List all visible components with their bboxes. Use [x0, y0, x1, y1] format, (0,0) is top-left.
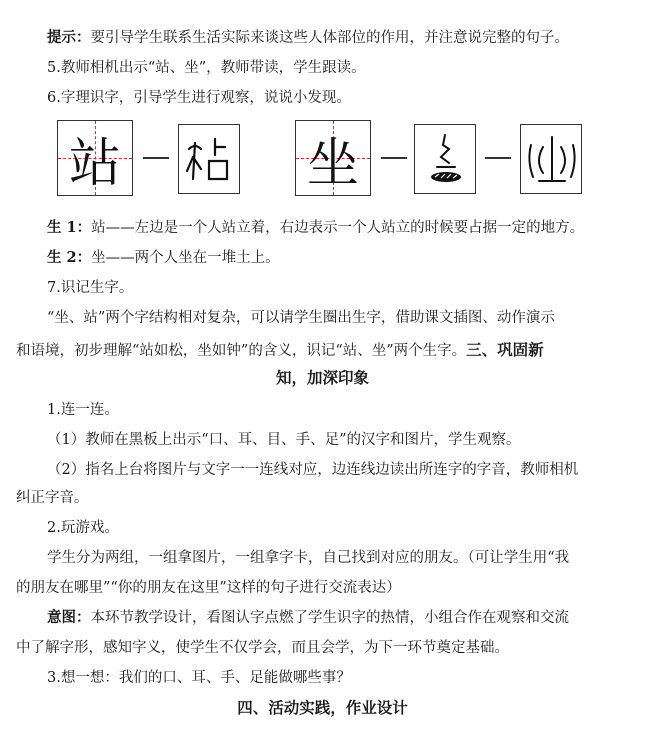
activity-2-line-2: 的朋友在哪里”“你的朋友在这里”这样的句子进行交流表达） [16, 580, 401, 596]
activity-1-title: 1.连一连。 [47, 402, 119, 418]
student-2-line [47, 248, 280, 268]
tip-label: 提示： [47, 29, 91, 46]
activity-2-line-1: 学生分为两组，一组拿图片，一组拿字卡，自己找到对应的朋友。（可让学生用“我 [47, 550, 570, 566]
paragraph-line-2 [16, 340, 544, 361]
step-7: 7.识记生字。 [47, 280, 134, 296]
zhan-character: 站 [68, 133, 121, 194]
student-1-label: 生 1： [47, 219, 92, 236]
zuo-seal-glyph [520, 124, 582, 194]
zhan-grid-box [57, 120, 133, 196]
zuo-seal-icon [521, 125, 582, 194]
activity-1-step-2-line-2: 纠正字音。 [16, 490, 89, 506]
evolution-dash [143, 157, 169, 159]
intent-text-1: 本环节教学设计，看图认字点燃了学生识字的热情，小组合作在观察和交流 [90, 610, 569, 626]
section-3-heading-end: 知，加深印象 [275, 368, 369, 387]
paragraph-line-1: “坐、站”两个字结构相对复杂，可以请学生圈出生字，借助课文插图、动作演示 [47, 310, 555, 326]
activity-1-step-2-line-1: （2）指名上台将图片与文字一一连线对应，边连线边读出所连字的字音，教师相机 [47, 462, 579, 478]
activity-1-step-1: （1）教师在黑板上出示“口、耳、目、手、足”的汉字和图片，学生观察。 [47, 432, 521, 448]
intent-line-2: 中了解字形，感知字义，使学生不仅学会，而且会学，为下一环节奠定基础。 [16, 640, 509, 656]
intent-line-1 [47, 608, 569, 628]
tip-line [47, 28, 569, 48]
student-1-line [47, 218, 584, 238]
step-6: 6.字理识字，引导学生进行观察，说说小发现。 [47, 90, 351, 106]
student-2-text: 坐——两个人坐在一堆土上。 [91, 250, 280, 266]
student-2-label: 生 2： [47, 249, 92, 266]
activity-3-title: 3.想一想：我们的口、耳、手、足能做哪些事？ [47, 670, 351, 686]
activity-2-title: 2.玩游戏。 [47, 520, 119, 536]
evolution-dash [381, 157, 407, 159]
student-1-text: 站——左边是一个人站立着，右边表示一个人站立的时候要占据一定的地方。 [91, 220, 585, 236]
section-4-heading: 四、活动实践，作业设计 [237, 698, 408, 717]
zuo-bronze-icon [415, 125, 476, 194]
section-3-heading-start: 三、巩固新 [466, 340, 544, 359]
evolution-dash [485, 157, 511, 159]
zuo-character: 坐 [306, 133, 359, 194]
tip-text: 要引导学生联系生活实际来谈这些人体部位的作用，并注意说完整的句子。 [90, 30, 569, 46]
step-5: 5.教师相机出示“站、坐”，教师带读，学生跟读。 [47, 60, 366, 76]
intent-label: 意图： [47, 609, 91, 626]
paragraph-line-2-text: 和语境，初步理解“站如松，坐如钟”的含义，识记“站、坐”两个生字。 [16, 343, 467, 359]
zuo-bronze-glyph [414, 124, 476, 194]
zuo-grid-box [295, 120, 371, 196]
zhan-seal-icon [179, 125, 240, 194]
zhan-ancient-glyph [178, 124, 240, 194]
